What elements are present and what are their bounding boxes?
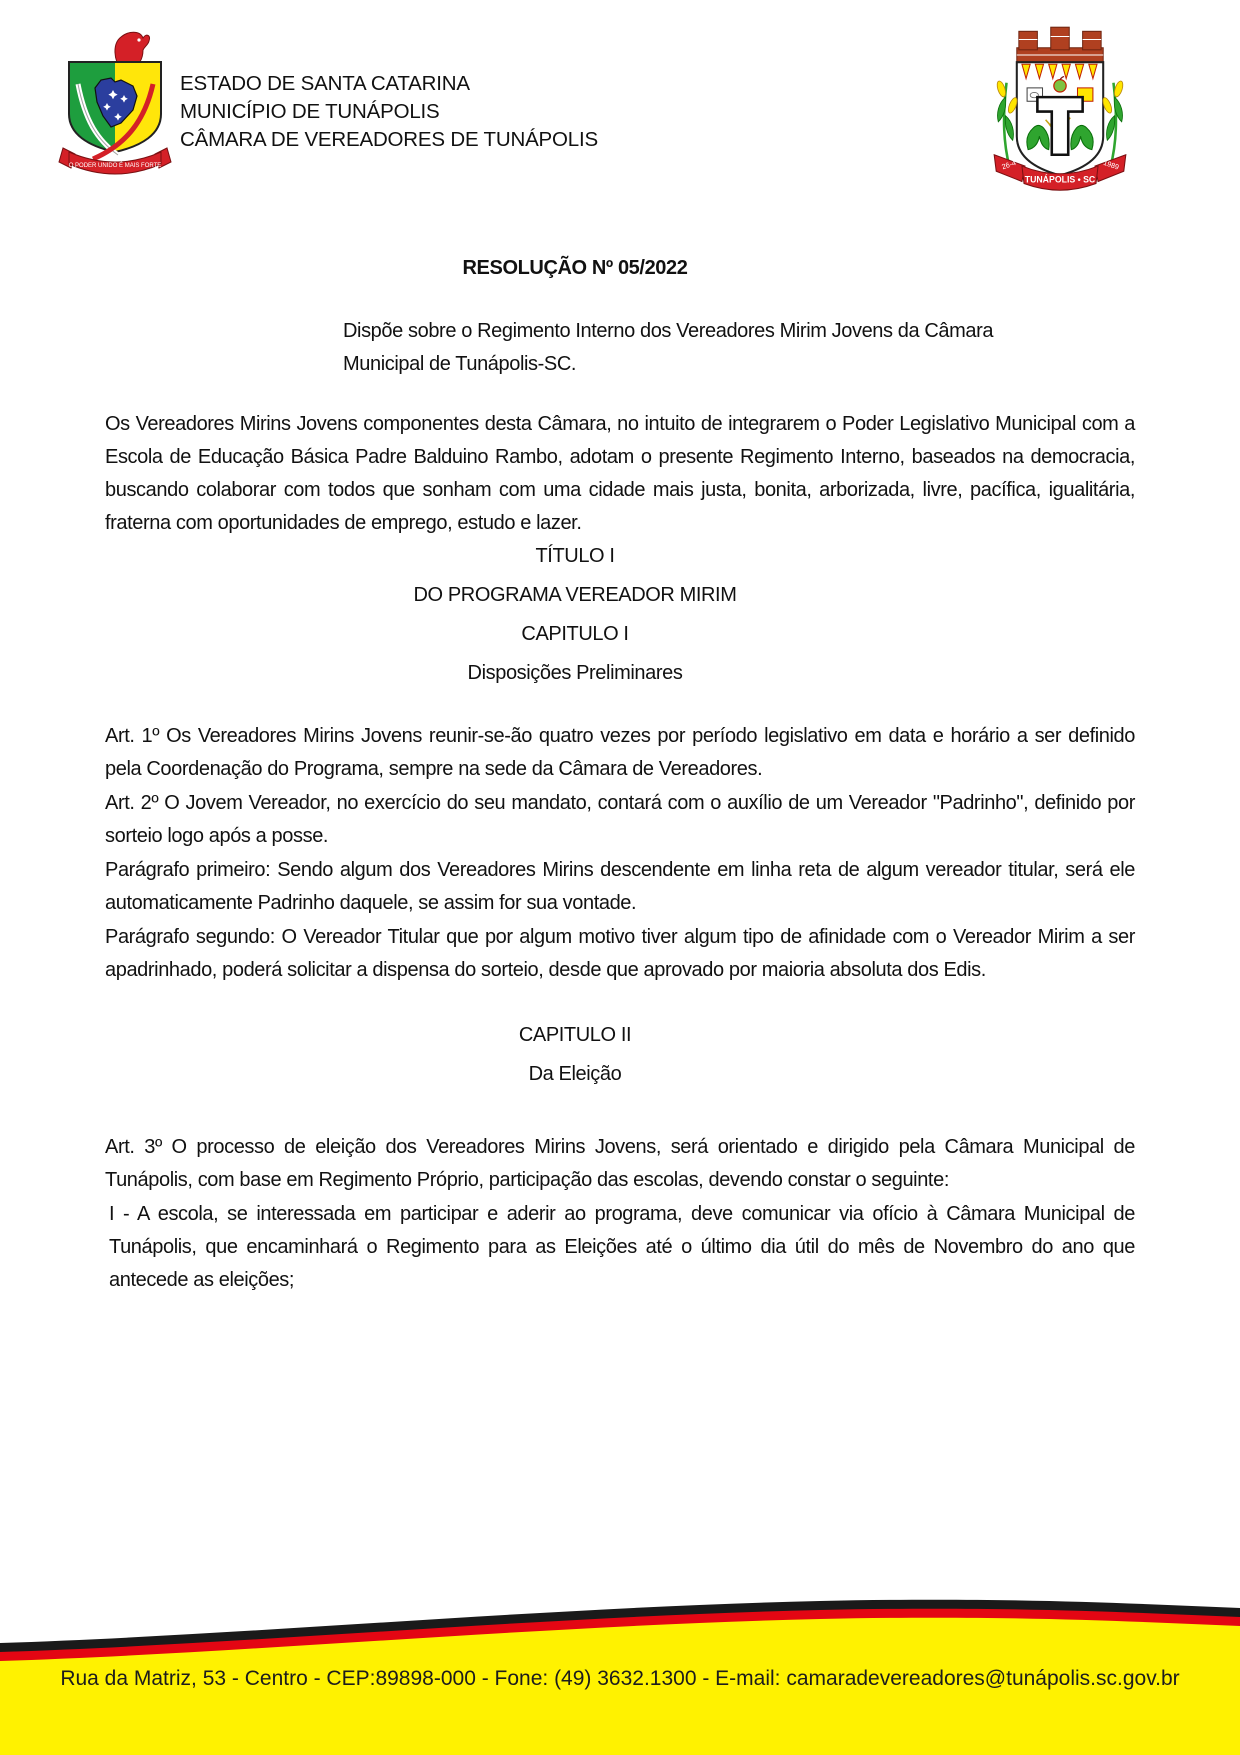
paragrafo-segundo-paragraph: Parágrafo segundo: O Vereador Titular que por algum motivo tiver algum tipo de afinidade com o Vereador Mirim a ser apadrinhado, poderá solicitar a dispensa do sorteio, desde que aprovado por maioria absoluta dos Edis. — [105, 926, 1135, 981]
header-chamber-line: CÂMARA DE VEREADORES DE TUNÁPOLIS — [180, 128, 598, 151]
paragrafo-primeiro-paragraph: Parágrafo primeiro: Sendo algum dos Vereadores Mirins descendente em linha reta de algum vereador titular, será ele automaticamente Padrinho daquele, se assim for sua vontade. — [105, 859, 1135, 914]
capitulo-i-label: CAPITULO I — [521, 623, 629, 645]
article-3-paragraph: Art. 3º O processo de eleição dos Vereadores Mirins Jovens, será orientado e dirigido pela Câmara Municipal de Tunápolis, com base em Regimento Próprio, participação das escolas, devendo constar o seguinte: — [105, 1136, 1135, 1191]
mural-crown — [1017, 27, 1103, 62]
eagle-eye — [137, 38, 140, 41]
preamble-paragraph: Os Vereadores Mirins Jovens componentes desta Câmara, no intuito de integrarem o Poder Legislativo Municipal com a Escola de Educação Básica Padre Balduino Rambo, adotam o presente Regimento Interno, baseados na democracia, buscando colaborar com todos que sonham com uma cidade mais justa, bonita, arborizada, livre, pacífica, igualitária, fraterna com oportunidades de emprego, estudo e lazer. — [105, 413, 1135, 534]
titulo-i-label: TÍTULO I — [535, 545, 615, 567]
item-i-paragraph: I - A escola, se interessada em participar e aderir ao programa, deve comunicar via ofício à Câmara Municipal de Tunápolis, que encaminhará o Regimento para as Eleições até o último dia útil do mês de Novembro do ano que antecede as eleições; — [109, 1203, 1135, 1291]
article-1-paragraph: Art. 1º Os Vereadores Mirins Jovens reunir-se-ão quatro vezes por período legislativo em data e horário a ser definido pela Coordenação do Programa, sempre na sede da Câmara de Vereadores. — [105, 725, 1135, 780]
corn-stalk-left — [996, 80, 1019, 167]
capitulo-ii-label: CAPITULO II — [518, 1024, 632, 1046]
ribbon-date-right: 1989 — [1102, 157, 1121, 172]
capitulo-ii-name: Da Eleição — [528, 1063, 622, 1085]
motto-text: O PODER UNIDO É MAIS FORTE — [68, 163, 162, 169]
footer-address: Rua da Matriz, 53 - Centro - CEP:89898-000 - Fone: (49) 3632.1300 - E-mail: camaradevereadores@tunápolis.sc.gov.br — [60, 1667, 1180, 1690]
capitulo-i-name: Disposições Preliminares — [467, 662, 683, 684]
header-text-block — [180, 70, 598, 154]
titulo-i-name: DO PROGRAMA VEREADOR MIRIM — [413, 584, 737, 606]
ribbon-date-left: 26-4 — [1000, 158, 1018, 172]
santa-catarina-crest-svg — [55, 28, 175, 176]
header-municipality-line: MUNICÍPIO DE TUNÁPOLIS — [180, 100, 440, 123]
header-state-line: ESTADO DE SANTA CATARINA — [180, 72, 470, 95]
footer — [0, 1595, 1240, 1755]
article-2-paragraph: Art. 2º O Jovem Vereador, no exercício do seu mandato, contará com o auxílio de um Vereador "Padrinho", definido por sorteio logo após a posse. — [105, 792, 1135, 847]
ribbon-banner-text: TUNÁPOLIS • SC — [1024, 174, 1096, 185]
tunapolis-coat-of-arms-icon — [988, 25, 1132, 195]
resolution-body — [105, 252, 1135, 1298]
apple-charge — [1054, 80, 1066, 92]
corn-stalk-right — [1101, 80, 1124, 167]
resolution-epigraph: Dispõe sobre o Regimento Interno dos Vereadores Mirim Jovens da Câmara Municipal de Tunápolis-SC. — [343, 320, 994, 375]
tunapolis-crest-svg — [988, 25, 1132, 195]
santa-catarina-coat-of-arms-icon — [55, 28, 175, 176]
resolution-title: RESOLUÇÃO Nº 05/2022 — [462, 257, 688, 279]
